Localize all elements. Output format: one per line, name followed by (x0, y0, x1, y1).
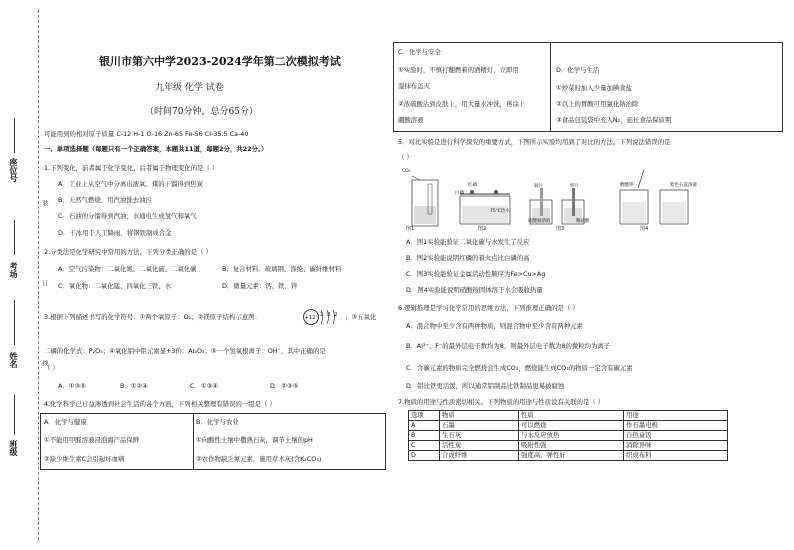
table-cell: 可以燃烧 (519, 421, 624, 431)
q5-option-b: B．图2实验能说明红磷的着火点比白磷的高 (406, 254, 530, 262)
name-line (14, 300, 15, 345)
q2-option-d: D．微量元素：钙、铁、锌 (222, 282, 298, 290)
table-row (409, 451, 728, 461)
fig-label-salt: 酸酸钾 (620, 183, 634, 188)
atom-nucleus: +12 (304, 315, 316, 321)
q3-option-c: C．①③④ (190, 382, 219, 390)
name-label: 姓名 (9, 352, 18, 368)
q1-option-a: A．工业上从空气中分离出液氧、煤的干馏得到焦炭 (58, 180, 203, 188)
seat-number-line (14, 118, 15, 153)
fig-label-litmus: 紫色石蕊溶液 (670, 183, 697, 188)
atomic-masses: 可能用到的相对原子质量 C-12 H-1 O-16 Zn-65 Fe-56 Cl-35.5 Ca-40 (44, 130, 249, 138)
table-cell: 活性炭 (440, 441, 519, 451)
fig-caption-4: 图4 (640, 226, 649, 232)
class-line (14, 395, 15, 435)
q4-d-item-1: ①炒菜时加入少量加碘食盐 (556, 84, 633, 92)
q5-option-a: A．图1实验能验证二氧化碳与水发生了反应 (406, 238, 530, 246)
q4-c-item-1: ①实验时，不慎打翻燃着的酒精灯，立即用 (398, 66, 519, 74)
q6-option-b: B．Al³⁺、F⁻的最外层电子数均为8，则最外层电子数为8的微粒均为离子 (406, 342, 611, 350)
exam-room-line (14, 220, 15, 255)
fig-label-h2so4: 稀硫酸 (576, 219, 590, 224)
binding-mark-2: 订 (41, 280, 48, 286)
q6-option-d: D．铝比铁更活泼，所以通常铝制品比铁制品更易被腐蚀 (406, 382, 565, 390)
fig-caption-3: 图3 (556, 226, 565, 232)
q4-a-head: A．化学与健康 (44, 418, 87, 426)
table-cell: B (409, 431, 440, 441)
table-row (409, 431, 728, 441)
section-heading: 一、单项选择题（每题只有一个正确答案，本题共11道，每题2分，共22分。） (44, 145, 268, 153)
q3-line1: 3.根据下列描述书写的化学符号：①两个氧原子：O₂；②镁原子结构示意图： (44, 313, 261, 321)
fig-label-hot-water: 75℃热水 (490, 209, 510, 214)
q5-option-c: C．图3实验能验证金属活动性顺序为Fe>Cu>Ag (406, 270, 546, 278)
table-cell: 自热盒饭 (624, 431, 728, 441)
q4-a-item-2: ②缺少维生素C会引起坏血病 (44, 455, 125, 463)
q2-option-c: C．氧化物：二氧化锰、四氧化三铁、水 (58, 282, 172, 290)
table-cell: 织成布料 (624, 451, 728, 461)
q4-d-item-3: ③食品包装袋中充入N₂，延长食品保质期 (556, 116, 672, 124)
q6-option-c: C．含碳元素的物质完全燃烧会生成CO₂，燃烧能生成CO₂的物质一定含有碳元素 (406, 364, 633, 372)
binding-mark-3: 线 (41, 360, 48, 366)
q4-b-head: B．化学与农业 (196, 418, 239, 426)
table-row (409, 441, 728, 451)
table-cell: A (409, 421, 440, 431)
q3-option-a: A．①③⑤ (58, 382, 86, 390)
q3-line2: 二磷的化学式：P₂O₅；④氧化铝中铝元素显+3价：Al₂O₃；⑤一个氢氧根离子：OH⁻，其中正确的是 (44, 347, 326, 355)
table-cell: 消除异味 (624, 441, 728, 451)
q5-paren: （ ） (398, 153, 413, 161)
q1-stem: 1.下列变化，前者属于化学变化，后者属于物理变化的是（ ） (44, 164, 219, 172)
table-cell: 强度高、弹性好 (519, 451, 624, 461)
fig-label-white-p: 白磷 (455, 191, 464, 196)
q4-d-head: D．化学与生活 (556, 66, 600, 74)
table-cell: D (409, 451, 440, 461)
q4-c-item-4: 硼酸溶液 (398, 116, 424, 124)
atom-shells: 2 8 2 (320, 312, 339, 318)
table-cell: 生石灰 (440, 431, 519, 441)
q2-stem: 2.分类法是化学研究中常用的方法。下列分类正确的是（ ） (44, 248, 212, 256)
binding-cut-line (38, 10, 39, 540)
q7-table (408, 410, 728, 461)
q1-option-b: B．天然气燃烧、用汽油洗去油污 (58, 196, 152, 204)
q4-c-item-2: 湿抹布盖灭 (398, 82, 430, 90)
q7-stem: 7.物质的用途与性质密切相关。下列物质的用途与性质没有关联的是（ ） (398, 398, 605, 406)
table-header-cell: 物质 (440, 411, 519, 421)
time-line: （时间70分钟，总分65分） (145, 107, 258, 117)
q2-option-b: B．复合材料：玻璃钢、涤纶、碳纤维材料 (222, 265, 342, 273)
fig-label-red-p: 红磷 (468, 183, 477, 188)
q4-b-item-1: ①向酸性土壤中撒熟石灰，调节土壤的pH (196, 436, 313, 444)
fig-label-co2: CO₂ (402, 169, 411, 174)
q1-option-c: C．石油的分馏得到汽油、水通电生成氢气和氧气 (58, 212, 197, 220)
exam-title: 银川市第六中学2023-2024学年第二次模拟考试 (99, 55, 341, 68)
q3-line3: （ ） (44, 364, 59, 372)
q4-c-item-3: ②浓硫酸沾到皮肤上，用大量水冲洗，再涂上 (398, 100, 526, 108)
q6-option-a: A．混合物中至少含有两种物质，则混合物中至少含有两种元素 (406, 322, 583, 330)
q3-line1-end: ；③五氧化 (345, 313, 377, 321)
binding-mark-1: 装 (41, 200, 48, 206)
q6-stem: 6.逻辑推理是学习化学常用的思维方法，下列推理正确的是（ ） (398, 304, 579, 312)
q4-d-item-2: ②以上的胃酸可用氯化钠治除 (556, 100, 639, 108)
subject-line: 九年级 化学 试卷 (155, 83, 224, 93)
table-header-cell: 用途 (624, 411, 728, 421)
q3-option-b: B．①②④ (120, 382, 148, 390)
fig-label-copper: 铜片 (534, 184, 543, 189)
table-cell: C (409, 441, 440, 451)
q5-option-d: D．图4实验能说明硝酸铵固体溶于水会吸收热量 (406, 286, 543, 294)
table-header-cell: 性质 (519, 411, 624, 421)
table-cell: 石墨 (440, 421, 519, 431)
class-label: 班级 (9, 440, 18, 456)
table-cell: 作石墨电极 (624, 421, 728, 431)
q5-stem: 5．对比实验是进行科学探究的重要方式，下图所示实验均用到了对比的方法。下列说法错误的是 (398, 138, 671, 146)
table-header-cell: 选项 (409, 411, 440, 421)
q4-stem: 4.化学科学已日益渗透到社会生活的各个方面，下列相关整理有错误的一组是（ ） (44, 400, 276, 408)
q4-c-head: C．化学与安全 (398, 48, 441, 56)
q3-option-d: D．②③⑤ (270, 382, 299, 390)
q4-b-item-2: ②农作物缺乏氮元素，施用草木灰(含K₂CO₃) (196, 455, 322, 463)
exam-room-label: 考场 (9, 262, 18, 278)
fig-caption-1: 图1 (406, 226, 415, 232)
table-cell: 吸附性强 (519, 441, 624, 451)
seat-number-label: 座位号 (9, 158, 18, 182)
table-row (409, 421, 728, 431)
table-cell: 合成纤维 (440, 451, 519, 461)
table-cell: 与水反应放热 (519, 431, 624, 441)
fig-caption-2: 图2 (478, 226, 487, 232)
fig-label-cuso4: 硫酸铜溶液 (528, 219, 551, 224)
q1-option-d: D．干冰用于人工降雨、将钢铁制成合金 (58, 229, 172, 237)
table-header-row (409, 411, 728, 421)
q4-a-item-1: ①不能用甲醛溶液浸泡海产品保鲜 (44, 436, 140, 444)
q2-option-a: A．空气污染物：二氧化氮、二氧化硫、二氧化碳 (58, 265, 197, 273)
fig-label-iron: 铁片 (570, 184, 579, 189)
